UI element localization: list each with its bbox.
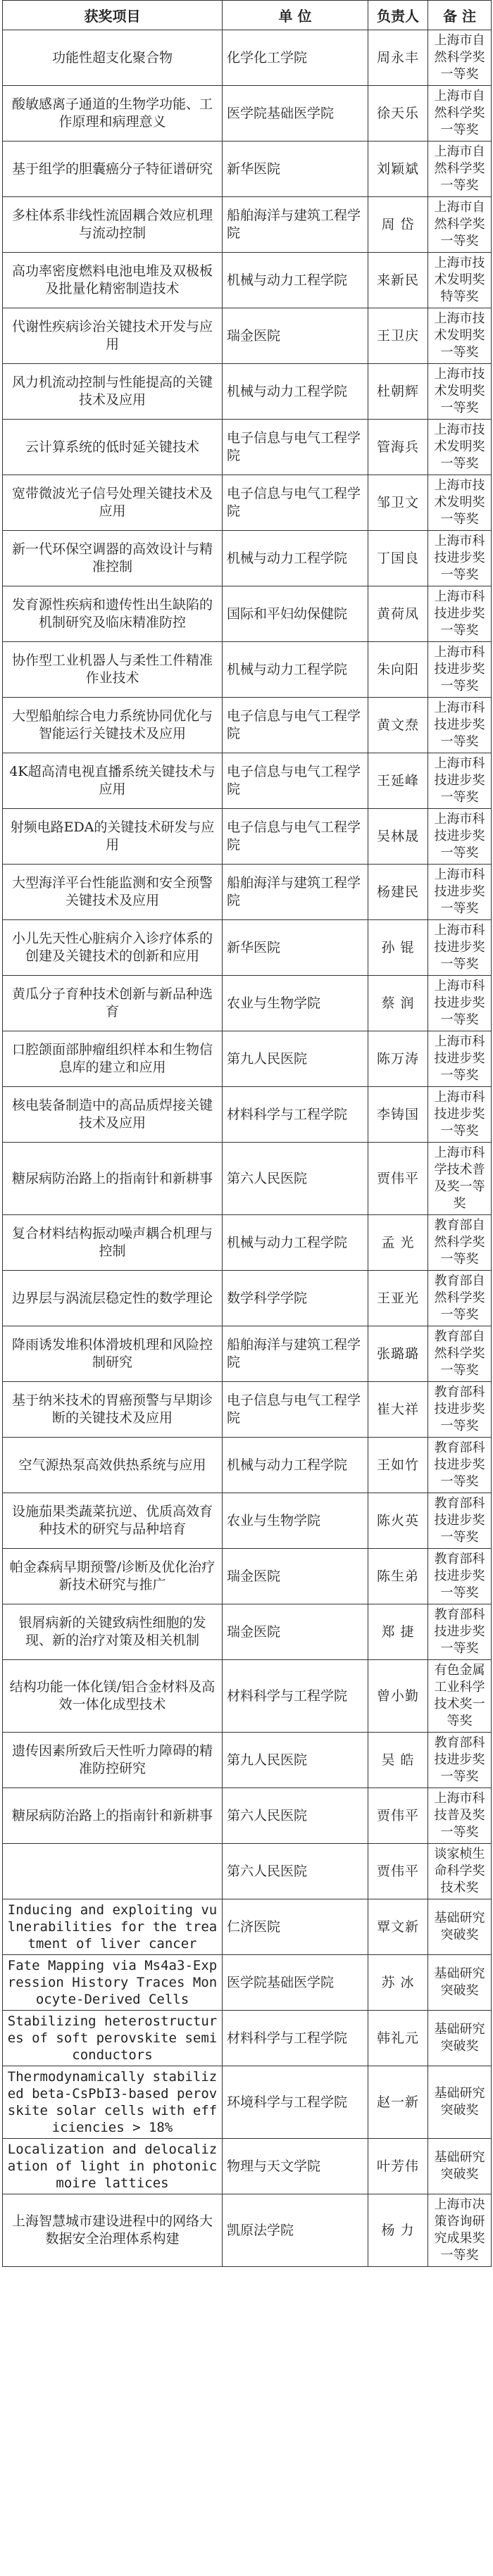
note-cell: 上海市科技普及奖一等奖 (428, 1788, 492, 1844)
table-row (3, 420, 492, 475)
leader-cell: 黄荷凤 (368, 586, 428, 642)
leader-cell: 来新民 (368, 253, 428, 308)
project-cell: 空气源热泵高效供热系统与应用 (3, 1438, 223, 1493)
leader-cell: 孟 光 (368, 1215, 428, 1271)
leader-cell: 王延峰 (368, 753, 428, 809)
note-cell: 基础研究突破奖 (428, 2011, 492, 2066)
table-row (3, 2066, 492, 2139)
note-cell: 上海市科技进步奖一等奖 (428, 1031, 492, 1087)
leader-cell: 黄文焘 (368, 698, 428, 753)
table-row (3, 1271, 492, 1326)
leader-cell: 吴 皓 (368, 1733, 428, 1788)
note-cell: 上海市科技进步奖一等奖 (428, 642, 492, 698)
leader-cell: 杨 力 (368, 2194, 428, 2267)
leader-cell: 陈万涛 (368, 1031, 428, 1087)
leader-cell: 孙 锟 (368, 920, 428, 976)
note-cell: 上海市科技进步奖一等奖 (428, 865, 492, 920)
project-cell: 多柱体系非线性流固耦合效应机理与流动控制 (3, 197, 223, 253)
table-row (3, 1438, 492, 1493)
table-row (3, 1604, 492, 1660)
project-cell: 风力机流动控制与性能提高的关键技术及应用 (3, 364, 223, 420)
unit-cell: 船舶海洋与建筑工程学院 (223, 197, 368, 253)
unit-cell: 第六人民医院 (223, 1788, 368, 1844)
leader-cell: 管海兵 (368, 420, 428, 475)
note-cell: 上海市自然科学奖一等奖 (428, 86, 492, 142)
table-row (3, 1955, 492, 2011)
table-row (3, 753, 492, 809)
table-row (3, 531, 492, 586)
unit-cell: 材料科学与工程学院 (223, 1087, 368, 1143)
project-cell: 射频电路EDA的关键技术研发与应用 (3, 809, 223, 865)
leader-cell: 杨建民 (368, 865, 428, 920)
leader-cell: 周 岱 (368, 197, 428, 253)
table-row (3, 142, 492, 197)
leader-cell: 贾伟平 (368, 1844, 428, 1899)
unit-cell: 电子信息与电气工程学院 (223, 1382, 368, 1438)
unit-cell: 机械与动力工程学院 (223, 531, 368, 586)
header-row (3, 1, 492, 30)
table-row (3, 809, 492, 865)
unit-cell: 农业与生物学院 (223, 976, 368, 1031)
table-row (3, 1660, 492, 1733)
unit-cell: 第六人民医院 (223, 1844, 368, 1899)
leader-cell: 蔡 润 (368, 976, 428, 1031)
table-row (3, 642, 492, 698)
unit-cell: 船舶海洋与建筑工程学院 (223, 1326, 368, 1382)
project-cell: 黄瓜分子育种技术创新与新品种选育 (3, 976, 223, 1031)
awards-table (2, 0, 492, 2267)
header-leader: 负责人 (368, 1, 428, 30)
header-unit: 单 位 (223, 1, 368, 30)
note-cell: 基础研究突破奖 (428, 1955, 492, 2011)
table-row (3, 1031, 492, 1087)
note-cell: 教育部自然科学奖一等奖 (428, 1271, 492, 1326)
project-cell: 大型海洋平台性能监测和安全预警关键技术及应用 (3, 865, 223, 920)
unit-cell: 第六人民医院 (223, 1143, 368, 1215)
project-cell: 新一代环保空调器的高效设计与精准控制 (3, 531, 223, 586)
unit-cell: 仁济医院 (223, 1899, 368, 1955)
project-cell: 上海智慧城市建设进程中的网络大数据安全治理体系构建 (3, 2194, 223, 2267)
leader-cell: 吴林晟 (368, 809, 428, 865)
note-cell: 教育部自然科学奖一等奖 (428, 1215, 492, 1271)
leader-cell: 郑 捷 (368, 1604, 428, 1660)
note-cell: 谈家桢生命科学奖技术奖 (428, 1844, 492, 1899)
table-row (3, 920, 492, 976)
project-cell: 云计算系统的低时延关键技术 (3, 420, 223, 475)
leader-cell: 苏 冰 (368, 1955, 428, 2011)
table-row (3, 1493, 492, 1549)
unit-cell: 医学院基础医学院 (223, 1955, 368, 2011)
table-row (3, 2139, 492, 2194)
project-cell: Thermodynamically stabilized beta-CsPbI3-based perovskite solar cells with efficiencies > 18% (3, 2066, 223, 2139)
unit-cell: 化学化工学院 (223, 30, 368, 86)
unit-cell: 机械与动力工程学院 (223, 1215, 368, 1271)
award-rows (3, 30, 492, 2267)
leader-cell: 王卫庆 (368, 308, 428, 364)
note-cell: 上海市技术发明奖一等奖 (428, 475, 492, 531)
table-row (3, 364, 492, 420)
note-cell: 上海市科技进步奖一等奖 (428, 586, 492, 642)
header-note: 备 注 (428, 1, 492, 30)
project-cell: 遗传因素所致后天性听力障碍的精准防控研究 (3, 1733, 223, 1788)
note-cell: 上海市自然科学奖一等奖 (428, 30, 492, 86)
note-cell: 上海市科技进步奖一等奖 (428, 809, 492, 865)
note-cell: 上海市科技进步奖一等奖 (428, 1087, 492, 1143)
note-cell: 教育部科技进步奖一等奖 (428, 1438, 492, 1493)
project-cell: 高功率密度燃料电池电堆及双极板及批量化精密制造技术 (3, 253, 223, 308)
leader-cell: 朱向阳 (368, 642, 428, 698)
table-row (3, 308, 492, 364)
leader-cell: 曾小勤 (368, 1660, 428, 1733)
note-cell: 上海市技术发明奖一等奖 (428, 420, 492, 475)
unit-cell: 医学院基础医学院 (223, 86, 368, 142)
leader-cell: 张璐璐 (368, 1326, 428, 1382)
unit-cell: 第九人民医院 (223, 1733, 368, 1788)
note-cell: 上海市科技进步奖一等奖 (428, 753, 492, 809)
leader-cell: 王亚光 (368, 1271, 428, 1326)
table-row (3, 253, 492, 308)
note-cell: 上海市科技进步奖一等奖 (428, 698, 492, 753)
note-cell: 上海市技术发明奖一等奖 (428, 308, 492, 364)
project-cell: 复合材料结构振动噪声耦合机理与控制 (3, 1215, 223, 1271)
leader-cell: 韩礼元 (368, 2011, 428, 2066)
unit-cell: 机械与动力工程学院 (223, 642, 368, 698)
note-cell: 上海市决策咨询研究成果奖一等奖 (428, 2194, 492, 2267)
table-row (3, 475, 492, 531)
note-cell: 上海市科技进步奖一等奖 (428, 976, 492, 1031)
project-cell: 酸敏感离子通道的生物学功能、工作原理和病理意义 (3, 86, 223, 142)
note-cell: 教育部科技进步奖一等奖 (428, 1493, 492, 1549)
unit-cell: 电子信息与电气工程学院 (223, 420, 368, 475)
unit-cell: 新华医院 (223, 142, 368, 197)
leader-cell: 丁国良 (368, 531, 428, 586)
project-cell: 口腔颌面部肿瘤组织样本和生物信息库的建立和应用 (3, 1031, 223, 1087)
table-row (3, 1549, 492, 1604)
table-row (3, 976, 492, 1031)
table-row (3, 698, 492, 753)
table-row (3, 1844, 492, 1899)
project-cell: 边界层与涡流层稳定性的数学理论 (3, 1271, 223, 1326)
note-cell: 上海市科技进步奖一等奖 (428, 920, 492, 976)
leader-cell: 刘颖斌 (368, 142, 428, 197)
leader-cell: 邹卫文 (368, 475, 428, 531)
project-cell: 设施茄果类蔬菜抗逆、优质高效育种技术的研究与品种培育 (3, 1493, 223, 1549)
header-project: 获奖项目 (3, 1, 223, 30)
note-cell: 基础研究突破奖 (428, 2139, 492, 2194)
note-cell: 基础研究突破奖 (428, 2066, 492, 2139)
table-row (3, 1326, 492, 1382)
note-cell: 上海市技术发明奖一等奖 (428, 364, 492, 420)
note-cell: 教育部自然科学奖一等奖 (428, 1326, 492, 1382)
unit-cell: 材料科学与工程学院 (223, 2011, 368, 2066)
unit-cell: 电子信息与电气工程学院 (223, 753, 368, 809)
unit-cell: 农业与生物学院 (223, 1493, 368, 1549)
unit-cell: 瑞金医院 (223, 308, 368, 364)
leader-cell: 崔大祥 (368, 1382, 428, 1438)
table-row (3, 1382, 492, 1438)
note-cell: 基础研究突破奖 (428, 1899, 492, 1955)
project-cell: 4K超高清电视直播系统关键技术与应用 (3, 753, 223, 809)
project-cell: Inducing and exploiting vulnerabilities for the treatment of liver cancer (3, 1899, 223, 1955)
table-row (3, 2011, 492, 2066)
project-cell: 基于组学的胆囊癌分子特征谱研究 (3, 142, 223, 197)
project-cell: 银屑病新的关键致病性细胞的发现、新的治疗对策及相关机制 (3, 1604, 223, 1660)
project-cell: 降雨诱发堆积体滑坡机理和风险控制研究 (3, 1326, 223, 1382)
project-cell: Localization and delocalization of light in photonic moire lattices (3, 2139, 223, 2194)
unit-cell: 电子信息与电气工程学院 (223, 809, 368, 865)
unit-cell: 瑞金医院 (223, 1549, 368, 1604)
leader-cell: 王如竹 (368, 1438, 428, 1493)
table-row (3, 86, 492, 142)
table-row (3, 30, 492, 86)
project-cell: 糖尿病防治路上的指南针和新耕事 (3, 1143, 223, 1215)
note-cell: 上海市科技进步奖一等奖 (428, 531, 492, 586)
unit-cell: 国际和平妇幼保健院 (223, 586, 368, 642)
table-row (3, 1143, 492, 1215)
leader-cell: 赵一新 (368, 2066, 428, 2139)
project-cell: 帕金森病早期预警/诊断及优化治疗新技术研究与推广 (3, 1549, 223, 1604)
project-cell: 代谢性疾病诊治关键技术开发与应用 (3, 308, 223, 364)
unit-cell: 物理与天文学院 (223, 2139, 368, 2194)
unit-cell: 数学科学学院 (223, 1271, 368, 1326)
project-cell: 结构功能一体化镁/铝合金材料及高效一体化成型技术 (3, 1660, 223, 1733)
unit-cell: 电子信息与电气工程学院 (223, 698, 368, 753)
unit-cell: 船舶海洋与建筑工程学院 (223, 865, 368, 920)
project-cell: Stabilizing heterostructures of soft perovskite semiconductors (3, 2011, 223, 2066)
table-row (3, 1788, 492, 1844)
project-cell: Fate Mapping via Ms4a3-Expression History Traces Monocyte-Derived Cells (3, 1955, 223, 2011)
project-cell: 发育源性疾病和遗传性出生缺陷的机制研究及临床精准防控 (3, 586, 223, 642)
note-cell: 上海市自然科学奖一等奖 (428, 197, 492, 253)
project-cell: 小儿先天性心脏病介入诊疗体系的创建及关键技术的创新和应用 (3, 920, 223, 976)
leader-cell: 贾伟平 (368, 1788, 428, 1844)
leader-cell: 陈火英 (368, 1493, 428, 1549)
table-row (3, 197, 492, 253)
project-cell: 大型船舶综合电力系统协同优化与智能运行关键技术及应用 (3, 698, 223, 753)
unit-cell: 机械与动力工程学院 (223, 364, 368, 420)
project-cell (3, 1844, 223, 1899)
leader-cell: 叶芳伟 (368, 2139, 428, 2194)
note-cell: 上海市科学技术普及奖一等奖 (428, 1143, 492, 1215)
table-row (3, 2194, 492, 2267)
table-row (3, 586, 492, 642)
leader-cell: 李铸国 (368, 1087, 428, 1143)
leader-cell: 覃文新 (368, 1899, 428, 1955)
leader-cell: 杜朝辉 (368, 364, 428, 420)
note-cell: 教育部科技进步奖一等奖 (428, 1549, 492, 1604)
unit-cell: 凯原法学院 (223, 2194, 368, 2267)
note-cell: 上海市技术发明奖特等奖 (428, 253, 492, 308)
table-row (3, 1087, 492, 1143)
unit-cell: 新华医院 (223, 920, 368, 976)
note-cell: 教育部科技进步奖一等奖 (428, 1733, 492, 1788)
table-row (3, 1899, 492, 1955)
table-row (3, 865, 492, 920)
unit-cell: 电子信息与电气工程学院 (223, 475, 368, 531)
table-row (3, 1215, 492, 1271)
note-cell: 有色金属工业科学技术奖一等奖 (428, 1660, 492, 1733)
unit-cell: 环境科学与工程学院 (223, 2066, 368, 2139)
unit-cell: 机械与动力工程学院 (223, 1438, 368, 1493)
project-cell: 宽带微波光子信号处理关键技术及应用 (3, 475, 223, 531)
project-cell: 糖尿病防治路上的指南针和新耕事 (3, 1788, 223, 1844)
unit-cell: 材料科学与工程学院 (223, 1660, 368, 1733)
project-cell: 核电装备制造中的高品质焊接关键技术及应用 (3, 1087, 223, 1143)
unit-cell: 瑞金医院 (223, 1604, 368, 1660)
leader-cell: 周永丰 (368, 30, 428, 86)
note-cell: 教育部科技进步奖一等奖 (428, 1382, 492, 1438)
note-cell: 上海市自然科学奖一等奖 (428, 142, 492, 197)
unit-cell: 机械与动力工程学院 (223, 253, 368, 308)
table-row (3, 1733, 492, 1788)
leader-cell: 陈生弟 (368, 1549, 428, 1604)
note-cell: 教育部科技进步奖一等奖 (428, 1604, 492, 1660)
project-cell: 协作型工业机器人与柔性工件精准作业技术 (3, 642, 223, 698)
leader-cell: 贾伟平 (368, 1143, 428, 1215)
unit-cell: 第九人民医院 (223, 1031, 368, 1087)
project-cell: 基于纳米技术的胃癌预警与早期诊断的关键技术及应用 (3, 1382, 223, 1438)
leader-cell: 徐天乐 (368, 86, 428, 142)
project-cell: 功能性超支化聚合物 (3, 30, 223, 86)
